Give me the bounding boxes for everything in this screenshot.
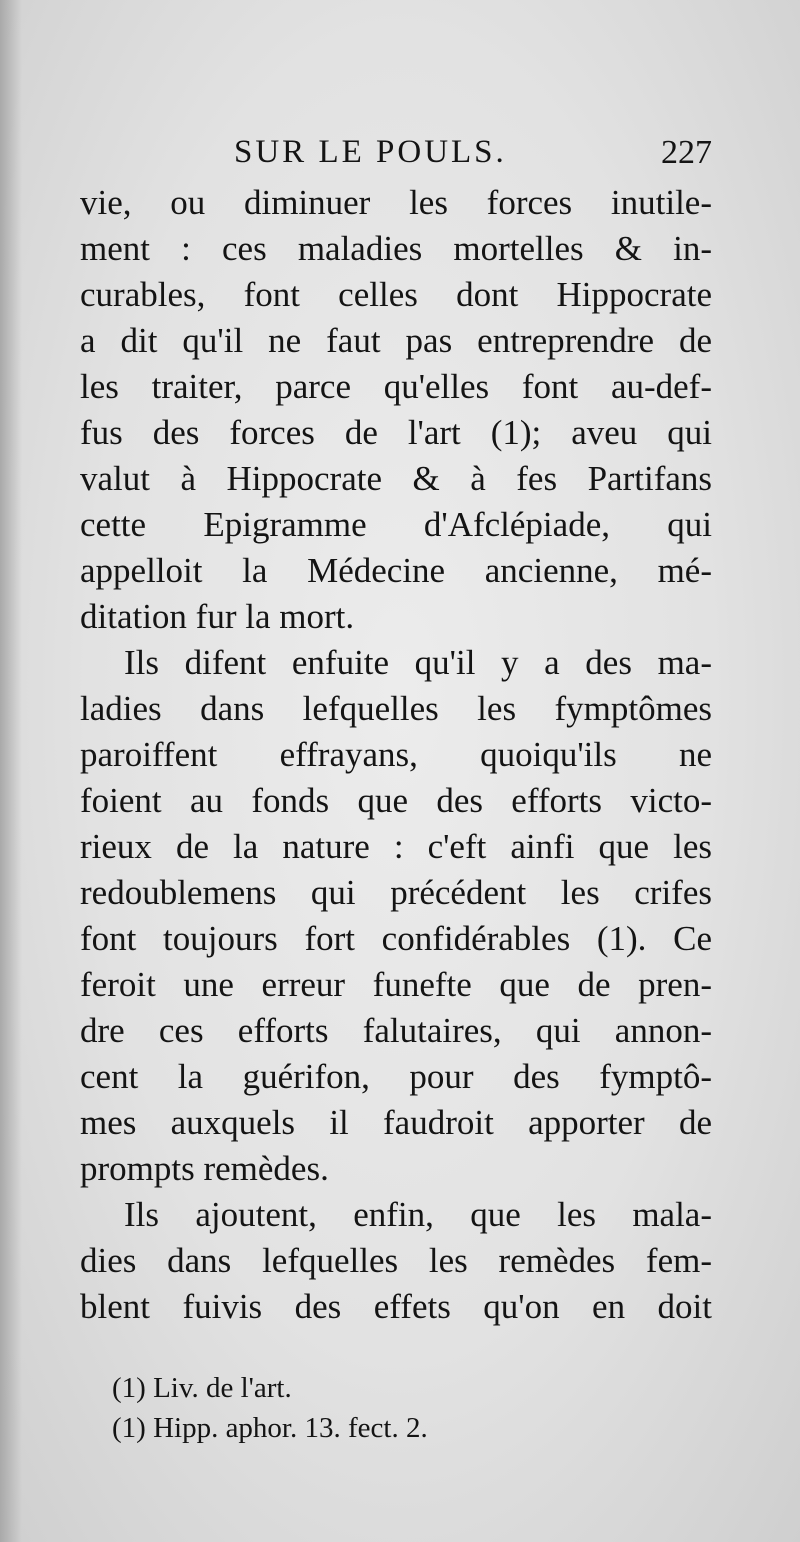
text-line: font toujours fort confidérables (1). Ce: [80, 919, 712, 958]
text-line: feroit une erreur funefte que de pren-: [80, 965, 712, 1004]
text-line: mes auxquels il faudroit apporter de: [80, 1103, 712, 1142]
text-line: valut à Hippocrate & à fes Partifans: [80, 459, 712, 498]
footnote: (1) Liv. de l'art.: [112, 1372, 292, 1404]
text-line: blent fuivis des effets qu'on en doit: [80, 1287, 712, 1326]
text-line: paroiffent effrayans, quoiqu'ils ne: [80, 735, 712, 774]
text-line: ditation fur la mort.: [80, 597, 355, 636]
paragraph-start-line: Ils ajoutent, enfin, que les mala-: [124, 1195, 712, 1234]
page-number: 227: [661, 134, 712, 171]
text-line: rieux de la nature : c'eft ainfi que les: [80, 827, 712, 866]
footnote: (1) Hipp. aphor. 13. fect. 2.: [112, 1412, 428, 1444]
text-line: dre ces efforts falutaires, qui annon-: [80, 1011, 712, 1050]
body-text: [80, 180, 712, 1330]
text-line: vie, ou diminuer les forces inutile-: [80, 183, 712, 222]
text-line: ladies dans lefquelles les fymptômes: [80, 689, 712, 728]
text-line: cent la guérifon, pour des fymptô-: [80, 1057, 712, 1096]
running-title: SUR LE POULS.: [234, 134, 507, 170]
text-line: ment : ces maladies mortelles & in-: [80, 229, 712, 268]
page-gutter-shadow: [0, 0, 22, 1542]
page-header: [80, 134, 712, 184]
text-line: a dit qu'il ne faut pas entreprendre de: [80, 321, 712, 360]
text-line: appelloit la Médecine ancienne, mé-: [80, 551, 712, 590]
text-line: fus des forces de l'art (1); aveu qui: [80, 413, 712, 452]
text-line: redoublemens qui précédent les crifes: [80, 873, 712, 912]
footnotes: [112, 1368, 712, 1448]
paragraph-start-line: Ils difent enfuite qu'il y a des ma-: [124, 643, 712, 682]
text-line: prompts remèdes.: [80, 1149, 329, 1188]
text-line: dies dans lefquelles les remèdes fem-: [80, 1241, 712, 1280]
text-line: curables, font celles dont Hippocrate: [80, 275, 712, 314]
text-line: les traiter, parce qu'elles font au-def-: [80, 367, 712, 406]
text-line: foient au fonds que des efforts victo-: [80, 781, 712, 820]
text-line: cette Epigramme d'Afclépiade, qui: [80, 505, 712, 544]
